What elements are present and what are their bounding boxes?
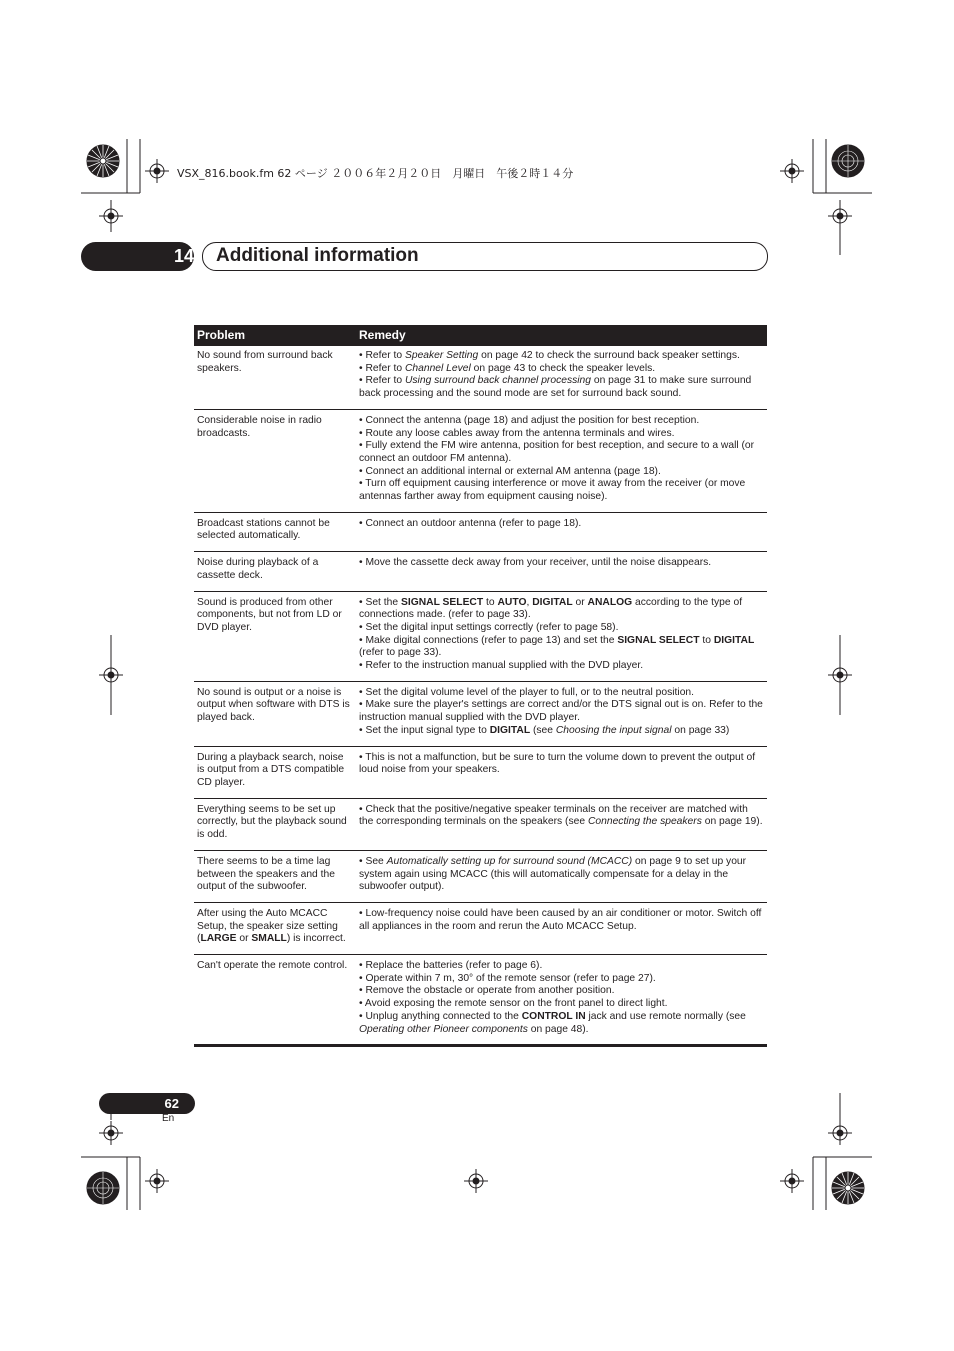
- remedy-item: [359, 478, 764, 503]
- remedy-item: [359, 752, 764, 777]
- remedy-item: [359, 466, 764, 479]
- problem-cell: Can't operate the remote control.: [194, 955, 356, 1046]
- text-run: on page 9 to set up your system again using MCACC (this will automatically compensate for a delay in the subwoofer output).: [359, 855, 747, 893]
- text-run: • Replace the batteries (refer to page 6).: [359, 960, 543, 972]
- remedy-item: [359, 557, 764, 570]
- text-run: • Fully extend the FM wire antenna, position for best reception, and secure to a wall (or connect an outdoor FM antenna).: [359, 440, 755, 464]
- remedy-item: [359, 1011, 764, 1036]
- text-run: according to the type of connections made. (refer to page 33).: [359, 596, 743, 621]
- text-run: jack and use remote normally (see: [585, 1010, 746, 1022]
- starburst-mark-icon: [87, 1172, 119, 1204]
- problem-cell: Considerable noise in radio broadcasts.: [194, 409, 356, 512]
- remedy-cell: [356, 902, 767, 954]
- remedy-cell: [356, 552, 767, 591]
- text-run: • Refer to the instruction manual supplied with the DVD player.: [359, 660, 644, 672]
- table-row: [194, 591, 767, 681]
- remedy-item: [359, 440, 764, 465]
- problem-cell: Sound is produced from other components, but not from LD or DVD player.: [194, 591, 356, 681]
- remedy-cell: [356, 591, 767, 681]
- table-row: [194, 346, 767, 409]
- remedy-item: [359, 350, 764, 363]
- remedy-item: [359, 804, 764, 829]
- text-run: After using the Auto MCACC Setup, the speaker size setting (: [197, 907, 338, 945]
- text-run: • Refer to: [359, 375, 405, 387]
- column-header-problem: Problem: [194, 325, 356, 346]
- text-run: (see: [530, 724, 556, 736]
- text-run: • Set the input signal type to: [359, 724, 490, 736]
- remedy-cell: [356, 746, 767, 798]
- table-row: [194, 409, 767, 512]
- table-row: [194, 512, 767, 551]
- bold-term: DIGITAL: [713, 634, 755, 646]
- remedy-item: [359, 635, 764, 660]
- remedy-item: [359, 998, 764, 1011]
- remedy-item: [359, 725, 764, 738]
- text-run: • Check that the positive/negative speaker terminals on the receiver are matched with the corresponding terminals on the speakers (see: [359, 803, 748, 828]
- italic-reference: Using surround back channel processing: [404, 375, 591, 387]
- chapter-title: Additional information: [216, 245, 419, 266]
- text-run: • Operate within 7 m, 30° of the remote sensor (refer to page 27).: [359, 972, 656, 984]
- table-row: [194, 552, 767, 591]
- remedy-cell: [356, 346, 767, 409]
- table-body: [194, 346, 767, 1046]
- problem-cell: There seems to be a time lag between the speakers and the output of the subwoofer.: [194, 850, 356, 902]
- page-language: En: [162, 1113, 175, 1124]
- remedy-item: [359, 908, 764, 933]
- remedy-item: [359, 960, 764, 973]
- text-run: • Connect an additional internal or external AM antenna (page 18).: [359, 465, 661, 477]
- remedy-item: [359, 985, 764, 998]
- text-run: • Set the digital input settings correctly (refer to page 58).: [359, 621, 619, 633]
- remedy-item: [359, 699, 764, 724]
- italic-reference: Operating other Pioneer components: [359, 1023, 528, 1035]
- italic-reference: Speaker Setting: [404, 350, 479, 361]
- text-run: • Turn off equipment causing interference or move it away from the receiver (or move antennas farther away from equipment causing noise).: [359, 478, 746, 503]
- bold-term: SIGNAL SELECT: [400, 596, 484, 608]
- table-row: [194, 902, 767, 954]
- remedy-item: [359, 428, 764, 441]
- italic-reference: Choosing the input signal: [555, 724, 672, 736]
- bold-term: SMALL: [251, 933, 287, 945]
- remedy-item: [359, 660, 764, 673]
- remedy-item: [359, 597, 764, 622]
- text-run: • Low-frequency noise could have been caused by an air conditioner or motor. Switch off all appliances in the room and rerun the Auto MCACC Setup.: [359, 907, 762, 932]
- remedy-item: [359, 973, 764, 986]
- text-run: • Make sure the player's settings are correct and/or the DTS signal out is on. Refer to the instruction manual supplied with the DVD player.: [359, 699, 763, 724]
- text-run: • Unplug anything connected to the: [359, 1010, 522, 1022]
- problem-cell: Everything seems to be set up correctly, but the playback sound is odd.: [194, 798, 356, 850]
- text-run: to: [699, 634, 714, 646]
- text-run: or: [572, 596, 588, 608]
- text-run: ) is incorrect.: [286, 933, 346, 945]
- problem-cell: During a playback search, noise is output from a DTS compatible CD player.: [194, 746, 356, 798]
- bold-term: AUTO: [497, 596, 527, 608]
- text-run: • Avoid exposing the remote sensor on the front panel to direct light.: [359, 998, 668, 1010]
- remedy-item: [359, 415, 764, 428]
- remedy-cell: [356, 850, 767, 902]
- table-row: [194, 850, 767, 902]
- bold-term: LARGE: [200, 933, 237, 945]
- text-run: • See: [359, 855, 387, 867]
- bold-term: DIGITAL: [532, 596, 573, 608]
- text-run: on page 48).: [527, 1023, 589, 1035]
- problem-cell: [194, 902, 356, 954]
- text-run: ,: [526, 596, 533, 608]
- text-run: • Route any loose cables away from the antenna terminals and wires.: [359, 427, 675, 439]
- starburst-mark-icon: [832, 145, 864, 177]
- bold-term: DIGITAL: [489, 724, 531, 736]
- text-run: • Remove the obstacle or operate from another position.: [359, 985, 615, 997]
- table-row: [194, 955, 767, 1046]
- print-header: VSX_816.book.fm 62 ページ ２００６年２月２０日 月曜日 午後２時１４分: [177, 167, 574, 180]
- remedy-cell: [356, 512, 767, 551]
- troubleshooting-table: [194, 325, 767, 1047]
- remedy-item: [359, 622, 764, 635]
- remedy-item: [359, 375, 764, 400]
- remedy-item: [359, 687, 764, 700]
- text-run: on page 42 to check the surround back speaker settings.: [478, 350, 740, 361]
- text-run: • Make digital connections (refer to page 13) and set the: [359, 634, 618, 646]
- starburst-mark-icon: [87, 145, 119, 177]
- page-number: 62: [164, 1096, 179, 1111]
- remedy-item: [359, 363, 764, 376]
- problem-cell: No sound is output or a noise is output when software with DTS is played back.: [194, 681, 356, 746]
- table-row: [194, 746, 767, 798]
- text-run: • Refer to: [359, 350, 405, 361]
- text-run: • Set the digital volume level of the player to full, or to the neutral position.: [359, 686, 695, 698]
- remedy-cell: [356, 409, 767, 512]
- bold-term: CONTROL IN: [521, 1010, 586, 1022]
- text-run: to: [483, 596, 498, 608]
- bold-term: ANALOG: [587, 596, 633, 608]
- starburst-mark-icon: [832, 1172, 864, 1204]
- table-header-row: [194, 325, 767, 346]
- text-run: on page 19).: [701, 816, 763, 828]
- text-run: on page 43 to check the speaker levels.: [470, 362, 656, 374]
- text-run: or: [236, 933, 252, 945]
- remedy-cell: [356, 681, 767, 746]
- text-run: • This is not a malfunction, but be sure to turn the volume down to prevent the output of loud noise from your speakers.: [359, 751, 756, 776]
- text-run: on page 31 to make sure surround back processing and the sound mode are set for surround back sound.: [359, 375, 752, 400]
- italic-reference: Channel Level: [404, 362, 471, 374]
- column-header-remedy: Remedy: [356, 325, 767, 346]
- bold-term: SIGNAL SELECT: [617, 634, 700, 646]
- remedy-item: [359, 518, 764, 531]
- text-run: • Refer to: [359, 362, 405, 374]
- table-row: [194, 798, 767, 850]
- table-row: [194, 681, 767, 746]
- problem-cell: Broadcast stations cannot be selected automatically.: [194, 512, 356, 551]
- problem-cell: No sound from surround back speakers.: [197, 350, 333, 374]
- text-run: on page 33): [671, 724, 730, 736]
- text-run: • Connect an outdoor antenna (refer to page 18).: [359, 517, 582, 529]
- text-run: • Connect the antenna (page 18) and adjust the position for best reception.: [359, 414, 700, 426]
- problem-cell: Noise during playback of a cassette deck.: [194, 552, 356, 591]
- chapter-number-text: 14: [173, 246, 194, 266]
- text-run: • Set the: [359, 596, 401, 608]
- remedy-cell: [356, 955, 767, 1046]
- chapter-number: [81, 242, 194, 271]
- italic-reference: Connecting the speakers: [587, 816, 702, 828]
- text-run: • Move the cassette deck away from your receiver, until the noise disappears.: [359, 557, 712, 569]
- remedy-cell: [356, 798, 767, 850]
- remedy-item: [359, 856, 764, 894]
- text-run: (refer to page 33).: [359, 647, 442, 659]
- italic-reference: Automatically setting up for surround sound (MCACC): [386, 855, 633, 867]
